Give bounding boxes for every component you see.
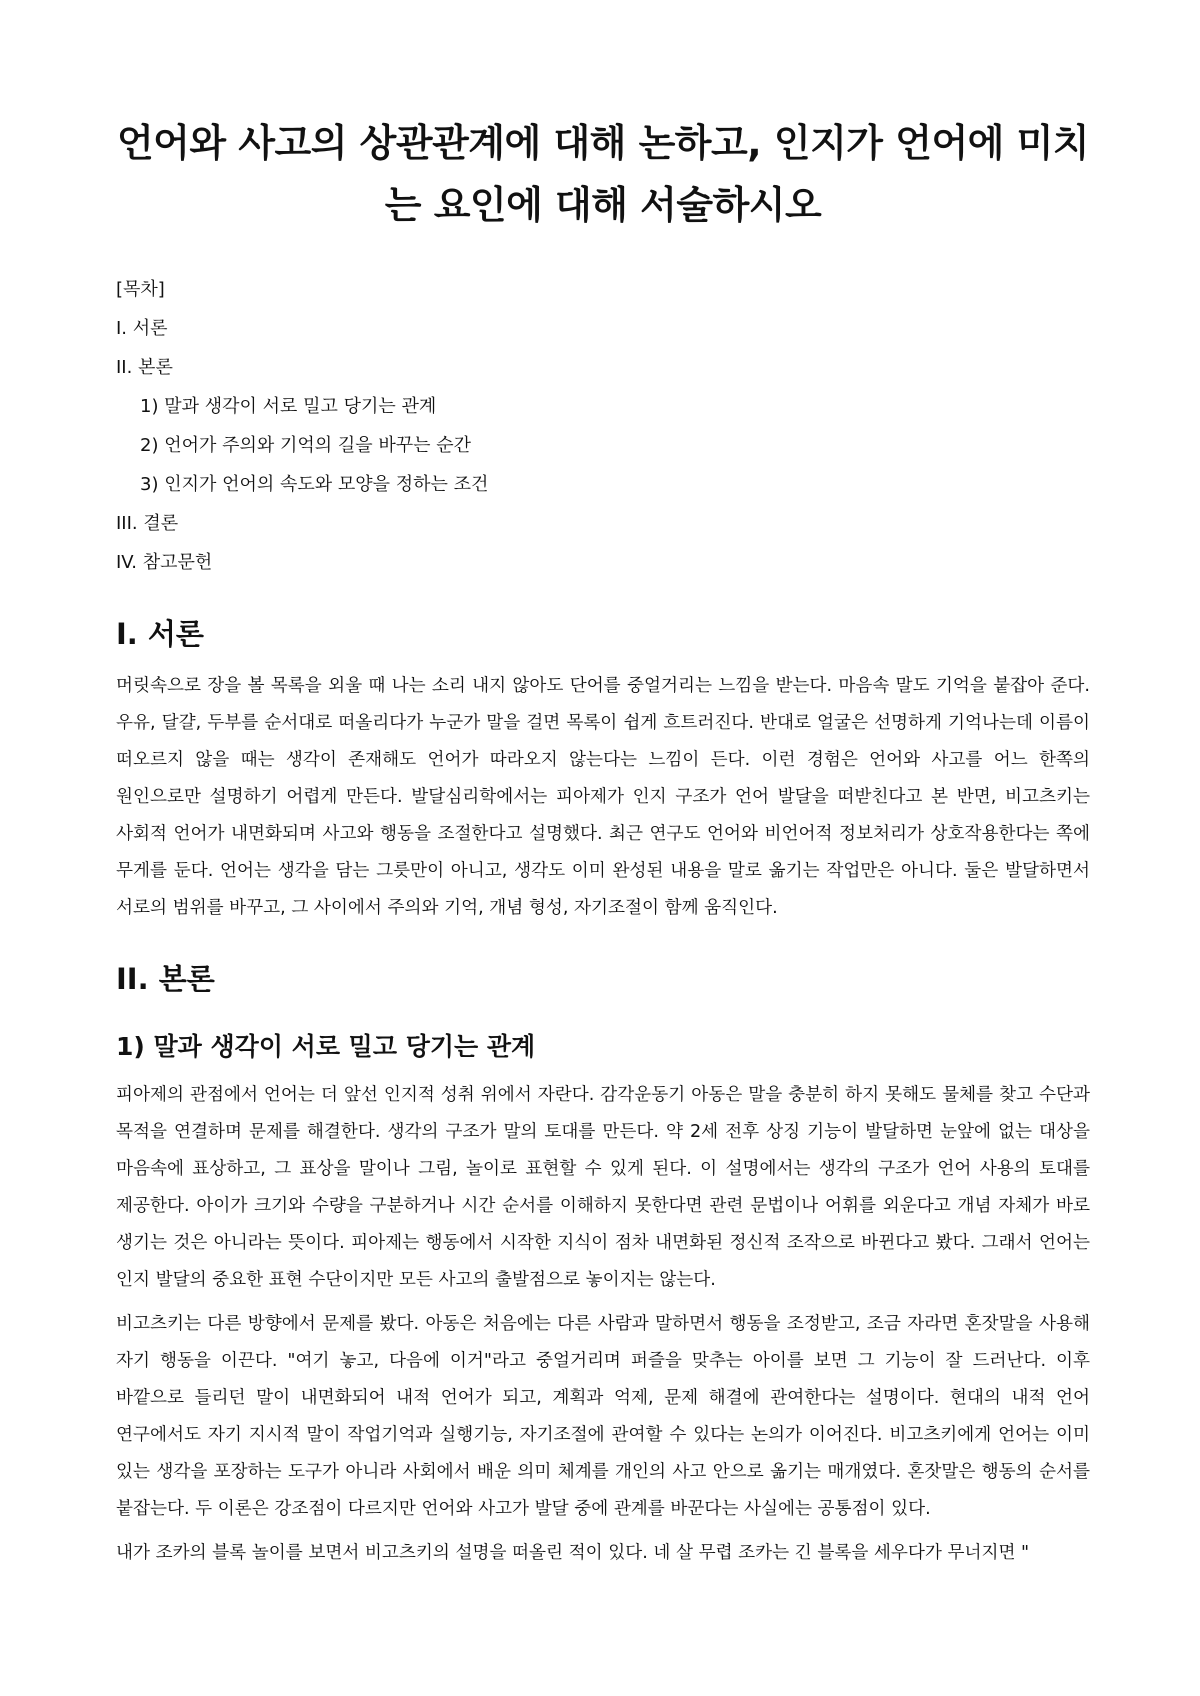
toc-item-body-3: 3) 인지가 언어의 속도와 모양을 정하는 조건 <box>140 474 489 495</box>
document-title: 언어와 사고의 상관관계에 대해 논하고, 인지가 언어에 미치는 요인에 대해 서술하시오 <box>116 121 1090 227</box>
subsection-heading-1: 1) 말과 생각이 서로 밀고 당기는 관계 <box>116 1032 536 1061</box>
section-heading-body: II. 본론 <box>116 962 215 996</box>
toc-item-references: IV. 참고문헌 <box>116 552 213 573</box>
intro-paragraph: 머릿속으로 장을 볼 목록을 외울 때 나는 소리 내지 않아도 단어를 중얼거리는 느낌을 받는다. 마음속 말도 기억을 붙잡아 준다. 우유, 달걀, 두부를 순서대로 떠올리다가 누군가 말을 걸면 목록이 쉽게 흐트러진다. 반대로 얼굴은 선명하게 기억나는데 이름이 떠오르지 않을 때는 생각이 존재해도 언어가 따라오지 않는다는 느낌이 든다. 이런 경험은 언어와 사고를 어느 한쪽의 원인으로만 설명하기 어렵게 만든다. 발달심리학에서는 피아제가 인지 구조가 언어 발달을 떠받친다고 본 반면, 비고츠키는 사회적 언어가 내면화되며 사고와 행동을 조절한다고 설명했다. 최근 연구도 언어와 비언어적 정보처리가 상호작용한다는 쪽에 무게를 둔다. 언어는 생각을 담는 그릇만이 아니고, 생각도 이미 완성된 내용을 말로 옮기는 작업만은 아니다. 둘은 발달하면서 서로의 범위를 바꾸고, 그 사이에서 주의와 기억, 개념 형성, 자기조절이 함께 움직인다. <box>116 676 1090 918</box>
body-paragraph-2: 비고츠키는 다른 방향에서 문제를 봤다. 아동은 처음에는 다른 사람과 말하면서 행동을 조정받고, 조금 자라면 혼잣말을 사용해 자기 행동을 이끈다. "여기 놓고, 다음에 이거"라고 중얼거리며 퍼즐을 맞추는 아이를 보면 그 기능이 잘 드러난다. 이후 바깥으로 들리던 말이 내면화되어 내적 언어가 되고, 계획과 억제, 문제 해결에 관여한다는 설명이다. 현대의 내적 언어 연구에서도 자기 지시적 말이 작업기억과 실행기능, 자기조절에 관여할 수 있다는 논의가 이어진다. 비고츠키에게 언어는 이미 있는 생각을 포장하는 도구가 아니라 사회에서 배운 의미 체계를 개인의 사고 안으로 옮기는 매개였다. 혼잣말은 행동의 순서를 붙잡는다. 두 이론은 강조점이 다르지만 언어와 사고가 발달 중에 관계를 바꾼다는 사실에는 공통점이 있다. <box>116 1314 1090 1519</box>
toc-item-body-1: 1) 말과 생각이 서로 밀고 당기는 관계 <box>140 396 437 417</box>
toc-item-body: II. 본론 <box>116 357 173 378</box>
toc-heading: [목차] <box>116 279 165 300</box>
table-of-contents <box>116 270 1090 582</box>
section-heading-introduction: I. 서론 <box>116 617 204 651</box>
toc-item-body-2: 2) 언어가 주의와 기억의 길을 바꾸는 순간 <box>140 435 472 456</box>
body-paragraph-3: 내가 조카의 블록 놀이를 보면서 비고츠키의 설명을 떠올린 적이 있다. 네 살 무렵 조카는 긴 블록을 세우다가 무너지면 " <box>116 1543 1030 1563</box>
toc-item-conclusion: III. 결론 <box>116 513 179 534</box>
toc-item-introduction: I. 서론 <box>116 318 168 339</box>
body-paragraph-1: 피아제의 관점에서 언어는 더 앞선 인지적 성취 위에서 자란다. 감각운동기 아동은 말을 충분히 하지 못해도 물체를 찾고 수단과 목적을 연결하며 문제를 해결한다. 생각의 구조가 말의 토대를 만든다. 약 2세 전후 상징 기능이 발달하면 눈앞에 없는 대상을 마음속에 표상하고, 그 표상을 말이나 그림, 놀이로 표현할 수 있게 된다. 이 설명에서는 생각의 구조가 언어 사용의 토대를 제공한다. 아이가 크기와 수량을 구분하거나 시간 순서를 이해하지 못한다면 관련 문법이나 어휘를 외운다고 개념 자체가 바로 생기는 것은 아니라는 뜻이다. 피아제는 행동에서 시작한 지식이 점차 내면화된 정신적 조작으로 바뀐다고 봤다. 그래서 언어는 인지 발달의 중요한 표현 수단이지만 모든 사고의 출발점으로 놓이지는 않는다. <box>116 1085 1090 1290</box>
